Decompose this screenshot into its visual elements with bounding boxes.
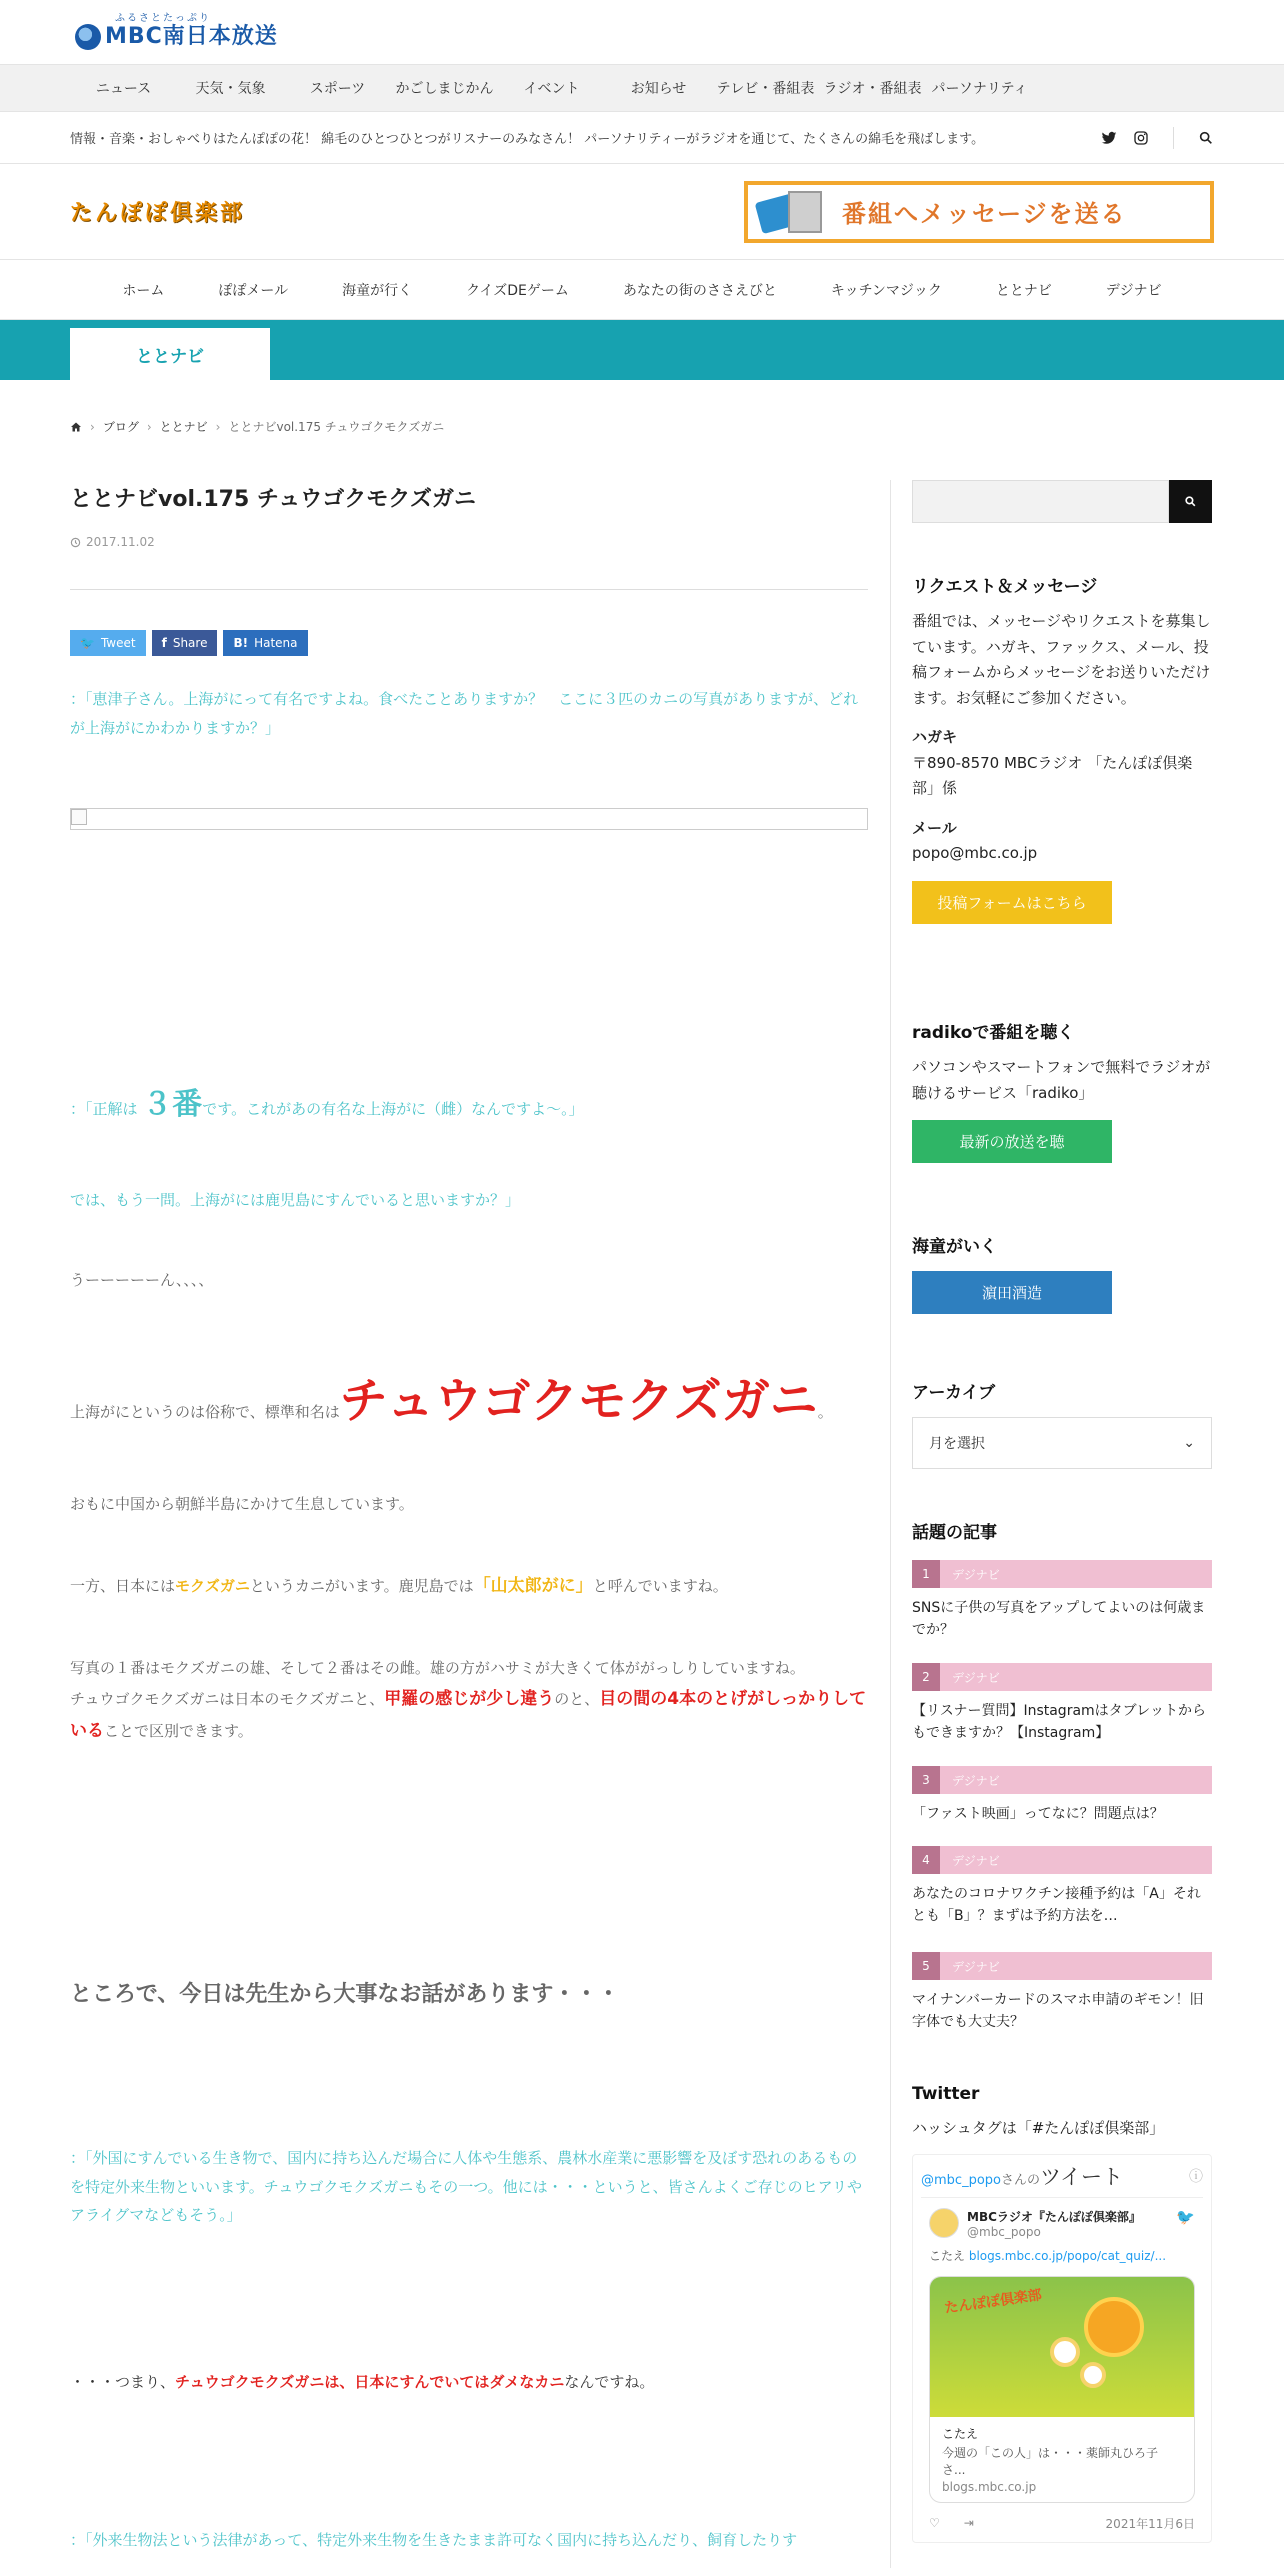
rank-title[interactable]: 「ファスト映画」ってなに？問題点は？ [912,1806,1164,1822]
text: というカニがいます。鹿児島では [249,1577,474,1595]
breadcrumb-current: ととナビvol.175 チュウゴクモクズガニ [228,420,445,434]
mail-label: メール [912,818,957,837]
tweet-text-a: こたえ [929,2248,969,2263]
card-description: 今週の「この人」は・・・薬師丸ひろ子 さ... [942,2445,1171,2477]
rank-category: デジナビ [952,1959,1000,1974]
avatar[interactable] [929,2208,959,2238]
rank-number: 3 [912,1766,940,1794]
twitter-embed-label: ツイート [1040,2164,1123,2189]
rank-category: デジナビ [952,1670,1000,1685]
mbc-swirl-icon [75,24,101,50]
sidebar-search-input[interactable] [912,480,1169,523]
form-button[interactable]: 投稿フォームはこちら [912,881,1112,924]
subnav-totonavi[interactable]: ととナビ [995,282,1052,299]
paragraph-conclusion [70,2368,868,2397]
rank-number: 1 [912,1560,940,1588]
info-message: 情報・音楽・おしゃべりはたんぽぽの花！ 綿毛のひとつひとつがリスナーのみなさん！ パーソナリティーがラジオを通じて、たくさんの綿毛を飛ばします。 [70,132,985,147]
answer-text-a: 「正解は [85,1100,143,1118]
column-divider [890,480,891,2568]
chevron-right-icon: › [146,419,152,434]
tweet[interactable] [921,2198,1203,2542]
chevron-right-icon: › [215,419,221,434]
breadcrumb [70,418,444,435]
archive-title: アーカイブ [912,1383,996,1403]
global-nav-notice[interactable]: お知らせ [630,81,687,97]
rank-category: デジナビ [952,1853,1000,1868]
rank-number: 2 [912,1663,940,1691]
post-title: ととナビvol.175 チュウゴクモクズガニ [70,487,477,512]
radiko-body: パソコンやスマートフォンで無料でラジオが聴けるサービス「radiko」 [912,1058,1211,1102]
rank-category: デジナビ [952,1567,1000,1582]
info-icon[interactable]: ⓘ [1189,2168,1203,2185]
speaker-mark: ： [70,690,86,708]
answer-text-c: です。これがあの有名な上海がに（雌）なんですよ～。」 [202,1100,584,1118]
postcard-label: ハガキ [912,728,958,746]
ranking-item[interactable] [912,1766,1212,1825]
name-text-a: 上海がにというのは俗称で、標準和名は [70,1403,340,1421]
share-buttons [70,630,868,656]
global-nav-news[interactable]: ニュース [95,81,152,97]
twitter-embed [912,2154,1212,2543]
tweet-date[interactable]: 2021年11月6日 [1105,2516,1195,2531]
mail-address: popo@mbc.co.jp [912,844,1038,862]
clock-icon [70,537,81,548]
ranking-title: 話題の記事 [912,1523,997,1543]
facebook-share-button[interactable] [152,630,218,656]
envelope-icon [758,187,828,237]
global-nav-sports[interactable]: スポーツ [309,81,366,97]
tweet-card[interactable] [929,2276,1195,2503]
logo-furigana: ふるさとたっぷり [115,13,211,24]
paragraph-difference [70,1654,868,1747]
dandelion-illustration [1050,2337,1080,2367]
kaido-button[interactable]: 濵田酒造 [912,1271,1112,1314]
subnav-popomail[interactable]: ぽぽメール [218,282,289,299]
tweet-author[interactable]: MBCラジオ『たんぽぽ倶楽部』 [967,2209,1141,2224]
rank-title[interactable]: SNSに子供の写真をアップしてよいのは何歳までか？ [912,1600,1206,1639]
brand-row [0,164,1284,260]
logo-text: MBC南日本放送 [105,24,278,49]
emphasis-shell: 甲羅の感じが少し違う [384,1688,555,1709]
breadcrumb-blog[interactable]: ブログ [102,420,139,434]
divider [70,589,868,590]
message-banner-label: 番組へメッセージを送る [842,200,1127,228]
text: のと、 [554,1689,600,1708]
instagram-icon[interactable] [1133,130,1149,146]
global-nav-kagoshima[interactable]: かごしまじかん [395,81,494,97]
twitter-bird-icon[interactable]: 🐦 [1176,2207,1195,2226]
facebook-label: Share [172,636,208,650]
paragraph-q1 [70,685,868,742]
twitter-widget [912,2084,1212,2543]
radiko-button[interactable]: 最新の放送を聴 [912,1120,1112,1163]
tweet-card-image [930,2277,1194,2417]
search-button[interactable] [1169,480,1212,523]
kaido-title: 海童がいく [912,1237,997,1257]
paragraph-q1-text: 「恵津子さん。上海がにって有名ですよね。食べたことありますか？ ここに３匹のカニの写真がありますが、どれが上海がにかわかりますか？」 [70,690,859,737]
speaker-mark: ： [70,2531,86,2549]
info-bar [0,112,1284,164]
answer-number: ３番 [142,1087,203,1122]
name-text-c: 。 [817,1403,833,1421]
global-nav-tv[interactable]: テレビ・番組表 [716,81,815,97]
subnav-sasaebito[interactable]: あなたの街のささえびと [622,282,777,299]
rank-title[interactable]: マイナンバーカードのスマホ申請のギモン！旧字体でも大丈夫？ [912,1992,1204,2031]
request-widget [912,572,1212,924]
speaker-mark: ： [70,1100,86,1118]
twitter-title: Twitter [912,2084,980,2104]
ranking-item[interactable] [912,1846,1212,1928]
category-tab[interactable]: ととナビ [70,328,270,380]
twitter-icon[interactable] [1101,130,1117,146]
text: なんですね。 [564,2373,655,2391]
sun-illustration [1084,2297,1144,2357]
twitter-embed-handle[interactable]: @mbc_popo [921,2172,1001,2188]
rank-number: 4 [912,1846,940,1874]
radiko-title: radikoで番組を聴く [912,1023,1075,1043]
paragraph-habitat: おもに中国から朝鮮半島にかけて生息しています。 [70,1495,414,1513]
tweet-link[interactable]: blogs.mbc.co.jp/popo/cat_quiz/... [968,2248,1167,2263]
mbc-logo[interactable] [75,14,278,50]
radiko-widget [912,1018,1212,1163]
broken-image-icon [71,809,87,825]
rank-category: デジナビ [952,1773,1000,1788]
paragraph-name [70,1356,868,1447]
subnav-kitchen[interactable]: キッチンマジック [830,282,942,299]
tweet-label: Tweet [100,636,136,650]
message-banner[interactable] [744,181,1214,243]
like-heart-icon[interactable]: ♡ [929,2516,940,2530]
dandelion-illustration [1080,2362,1106,2388]
chevron-right-icon: › [90,419,95,434]
emphasis-yamataro: 「山太郎がに」 [473,1576,593,1596]
text: 一方、日本には [70,1577,176,1595]
ranking-widget [912,1518,1212,1543]
tweet-actions [929,2515,1195,2532]
archive-select-value: 月を選択 [929,1436,985,1452]
twitter-embed-suffix: さんの [1000,2172,1040,2188]
species-name: チュウゴクモクズガニ [339,1373,818,1429]
tweet-button[interactable] [70,630,146,656]
paragraph-law [70,2526,868,2555]
hatena-icon: B! [233,636,249,650]
emphasis-mokuzugani: モクズガニ [175,1577,250,1595]
archive-widget [912,1378,1212,1469]
twitter-embed-header [921,2161,1203,2198]
chevron-down-icon: ⌄ [1183,1435,1195,1451]
paragraph-alien-species [70,2144,868,2230]
paragraph-hmm: うーーーーーん、、、、 [70,1271,214,1289]
post-date [70,535,868,549]
sidebar-search [912,480,1212,523]
postcard-address: 〒890-8570 MBCラジオ 「たんぽぽ倶楽部」係 [912,753,1193,797]
paragraph-q2: では、もう一問。上海がには鹿児島にすんでいると思いますか？」 [70,1191,521,1209]
emphasis-spines: 目の間の4本のとげがしっかりしている [70,1688,867,1741]
search-icon[interactable] [1198,130,1214,146]
text: 写真の１番はモクズガニの雄、そして２番はその雌。雄の方がハサミが大きくて体ががっしりしていますね。 [70,1659,805,1677]
facebook-icon: f [161,636,167,650]
subnav-home[interactable]: ホーム [122,282,165,299]
subnav-dejinavi[interactable]: デジナビ [1105,282,1162,299]
hatena-button[interactable] [223,630,307,656]
section-heading: ところで、今日は先生から大事なお話があります・・・ [70,1982,620,2007]
emphasis-conclusion: チュウゴクモクズガニは、日本にすんでいてはダメなカニ [175,2373,565,2391]
article [70,480,868,2549]
rank-title[interactable]: あなたのコロナワクチン接種予約は「A」それとも「B」？まずは予約方法を… [912,1886,1201,1925]
breadcrumb-category[interactable]: ととナビ [159,420,208,434]
global-nav-personality[interactable]: パーソナリティ [931,81,1028,97]
program-nav [0,260,1284,320]
archive-select[interactable] [912,1417,1212,1469]
paragraph-mokuzugani [70,1570,868,1602]
kaido-widget [912,1232,1212,1314]
ranking-item[interactable] [912,1663,1212,1745]
tweet-text [929,2247,1195,2264]
divider [1173,127,1174,149]
global-nav-event[interactable]: イベント [523,81,580,97]
ranking-item[interactable] [912,1560,1212,1642]
sidebar [912,480,1212,2531]
rank-title[interactable]: 【リスナー質問】Instagramはタブレットからもできますか？【Instagram】 [912,1703,1206,1742]
text: ことで区別できます。 [104,1721,253,1740]
site-header [0,0,1284,64]
global-nav-radio[interactable]: ラジオ・番組表 [823,81,922,97]
crab-photo-placeholder [70,808,868,830]
twitter-hashtag: ハッシュタグは「#たんぽぽ倶楽部」 [912,2119,1165,2137]
request-title: リクエスト＆メッセージ [912,577,1098,597]
hatena-label: Hatena [254,636,298,650]
twitter-icon: 🐦 [80,636,95,650]
club-logo[interactable]: たんぽぽ倶楽部 [70,201,246,226]
text: ・・・つまり、 [70,2373,176,2391]
search-icon [1184,495,1197,508]
tweet-handle[interactable]: @mbc_popo [967,2224,1041,2239]
post-date-text: 2017.11.02 [86,535,155,549]
category-band [0,320,1284,380]
request-body: 番組では、メッセージやリクエストを募集しています。ハガキ、ファックス、メール、投稿フォームからメッセージをお送りいただけます。お気軽にご参加ください。 [912,612,1211,707]
card-image-caption: たんぽぽ倶楽部 [943,2286,1043,2317]
card-url: blogs.mbc.co.jp [942,2479,1037,2494]
global-nav [0,64,1284,112]
global-nav-weather[interactable]: 天気・気象 [195,81,266,97]
subnav-quiz[interactable]: クイズDEゲーム [466,282,569,299]
home-icon[interactable] [70,421,82,433]
text: チュウゴクモクズガニは日本のモクズガニと、 [70,1689,385,1708]
card-title: こたえ [942,2426,979,2441]
paragraph-text: 「外来生物法という法律があって、特定外来生物を生きたまま許可なく国内に持ち込んだり、飼育したりす [85,2531,798,2549]
ranking-item[interactable] [912,1952,1212,2034]
text: と呼んでいますね。 [592,1577,728,1595]
share-icon[interactable]: ⇥ [963,2516,974,2530]
paragraph-text: 「外国にすんでいる生き物で、国内に持ち込んだ場合に人体や生態系、農林水産業に悪影響を及ぼす恐れのあるものを特定外来生物といいます。チュウゴクモクズガニもその一つ。他には・・・というと、皆さんよくご存じのヒアリやアライグマなどもそう。」 [70,2149,863,2224]
rank-number: 5 [912,1952,940,1980]
paragraph-answer [70,1076,868,1133]
speaker-mark: ： [70,2149,86,2167]
subnav-kaido[interactable]: 海童が行く [342,282,413,299]
